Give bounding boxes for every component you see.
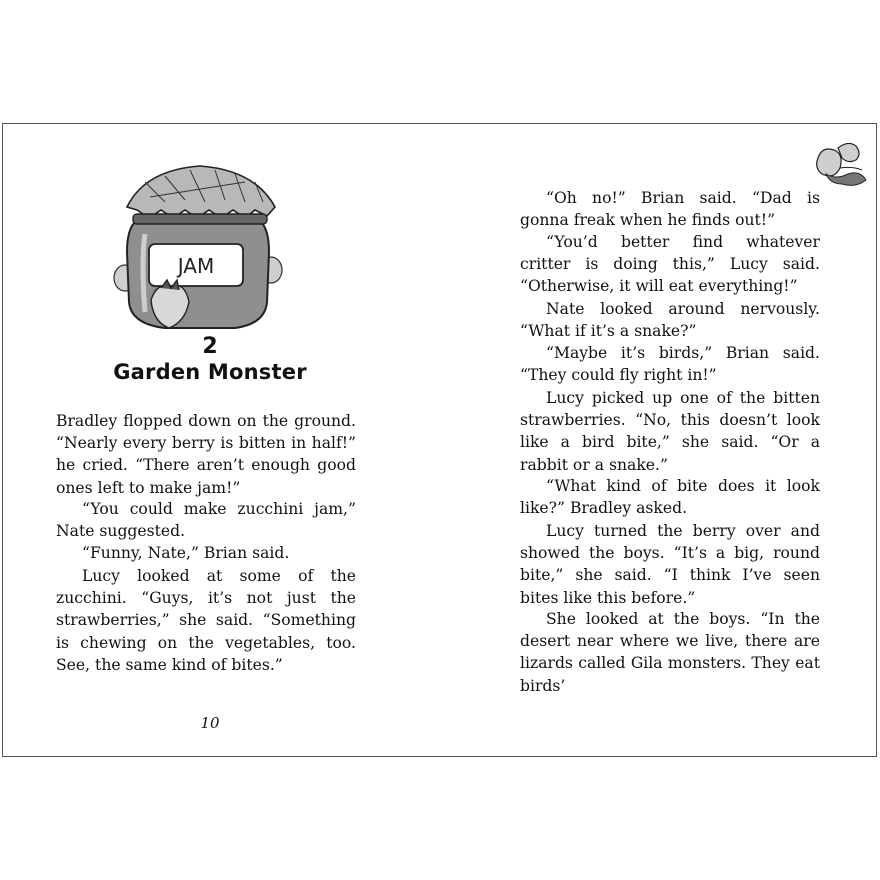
left-paragraph-1: Bradley flopped down on the ground. “Nearly every berry is bitten in half!” he cried. “There aren’t enough good ones left to make jam!” bbox=[56, 412, 356, 497]
right-paragraph-8: She looked at the boys. “In the desert near where we live, there are lizards called Gila monsters. They eat birds’ bbox=[520, 610, 820, 695]
right-paragraph-6: “What kind of bite does it look like?” Bradley asked. bbox=[520, 477, 820, 518]
right-paragraph-2: “You’d better find whatever critter is doing this,” Lucy said. “Otherwise, it will eat everything!” bbox=[520, 233, 820, 296]
chapter-number: 2 bbox=[202, 334, 218, 359]
page-number: 10 bbox=[200, 714, 220, 732]
left-paragraph-3: “Funny, Nate,” Brian said. bbox=[82, 544, 290, 562]
jar-label-text: JAM bbox=[177, 254, 215, 278]
right-paragraph-1: “Oh no!” Brian said. “Dad is gonna freak when he finds out!” bbox=[520, 189, 820, 230]
chapter-title: Garden Monster bbox=[113, 360, 307, 384]
right-paragraph-7: Lucy turned the berry over and showed the boys. “It’s a big, round bite,” she said. “I think I’ve seen bites like this before.” bbox=[520, 522, 820, 607]
left-paragraph-4: Lucy looked at some of the zucchini. “Guys, it’s not just the strawberries,” she said. “Something is chewing on the vegetables, too. See, the same kind of bites.” bbox=[56, 567, 356, 674]
jam-jar-illustration bbox=[105, 152, 295, 342]
right-paragraph-5: Lucy picked up one of the bitten strawberries. “No, this doesn’t look like a bird bite,” she said. “Or a rabbit or a snake.” bbox=[520, 389, 820, 474]
right-paragraph-4: “Maybe it’s birds,” Brian said. “They could fly right in!” bbox=[520, 344, 820, 385]
strawberry-decoration-icon bbox=[812, 140, 868, 190]
left-paragraph-2: “You could make zucchini jam,” Nate suggested. bbox=[56, 500, 356, 541]
right-paragraph-3: Nate looked around nervously. “What if it’s a snake?” bbox=[520, 300, 820, 341]
